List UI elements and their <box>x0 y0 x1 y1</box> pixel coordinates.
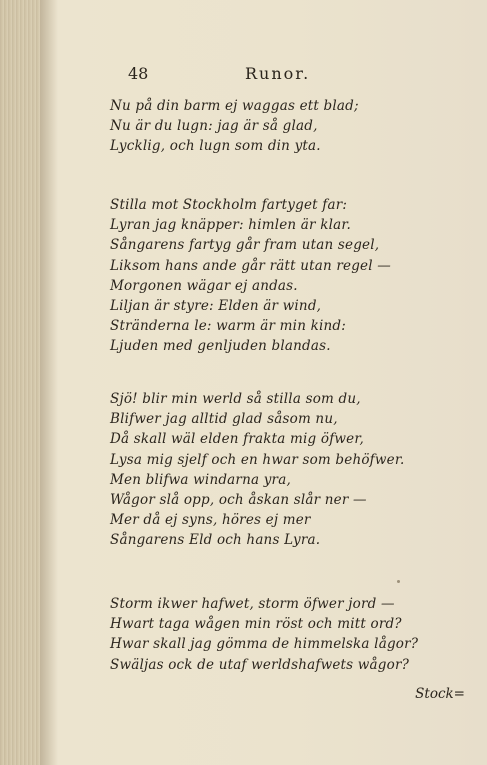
page-header <box>128 64 428 86</box>
poem-line: Liksom hans ande går rätt utan regel — <box>110 257 391 274</box>
page-number: 48 <box>128 64 149 83</box>
gutter-shadow <box>40 0 58 765</box>
poem-line: Nu är du lugn: jag är så glad, <box>110 118 318 135</box>
poem-line: Lycklig, och lugn som din yta. <box>110 138 321 155</box>
poem-line: Men blifwa windarna yra, <box>110 471 291 488</box>
poem-line: Nu på din barm ej waggas ett blad; <box>110 98 359 114</box>
poem-line: Storm ikwer hafwet, storm öfwer jord — <box>110 596 395 612</box>
catchword: Stock= <box>415 686 465 702</box>
poem-line: Stilla mot Stockholm fartyget far: <box>110 197 348 213</box>
poem-line: Hwart taga wågen min röst och mitt ord? <box>110 616 402 633</box>
stanza-4 <box>110 594 450 675</box>
poem-line: Då skall wäl elden frakta mig öfwer, <box>110 431 365 448</box>
poem-line: Swäljas ock de utaf werldshafwets wågor? <box>110 656 410 673</box>
stanza-3 <box>110 389 450 551</box>
poem-line: Lyran jag knäpper: himlen är klar. <box>110 217 352 234</box>
poem-line: Liljan är styre: Elden är wind, <box>110 297 322 314</box>
running-title: Runor. <box>245 64 311 83</box>
page-gutter <box>0 0 40 765</box>
poem-line: Hwar skall jag gömma de himmelska lågor? <box>110 636 419 653</box>
poem-line: Ljuden med genljuden blandas. <box>110 338 331 355</box>
poem-line: Sångarens fartyg går fram utan segel, <box>110 237 380 254</box>
poem-line: Sjö! blir min werld så stilla som du, <box>110 391 361 407</box>
ink-speck <box>397 580 400 583</box>
poem-line: Blifwer jag alltid glad såsom nu, <box>110 411 338 428</box>
poem-line: Sångarens Eld och hans Lyra. <box>110 532 321 549</box>
poem-line: Stränderna le: warm är min kind: <box>110 318 346 335</box>
stanza-1 <box>110 96 450 157</box>
poem-line: Lysa mig sjelf och en hwar som behöfwer. <box>110 451 405 468</box>
stanza-2 <box>110 195 450 357</box>
poem-line: Wågor slå opp, och åskan slår ner — <box>110 491 367 508</box>
poem-line: Morgonen wägar ej andas. <box>110 277 298 294</box>
poem-line: Mer då ej syns, höres ej mer <box>110 512 311 529</box>
